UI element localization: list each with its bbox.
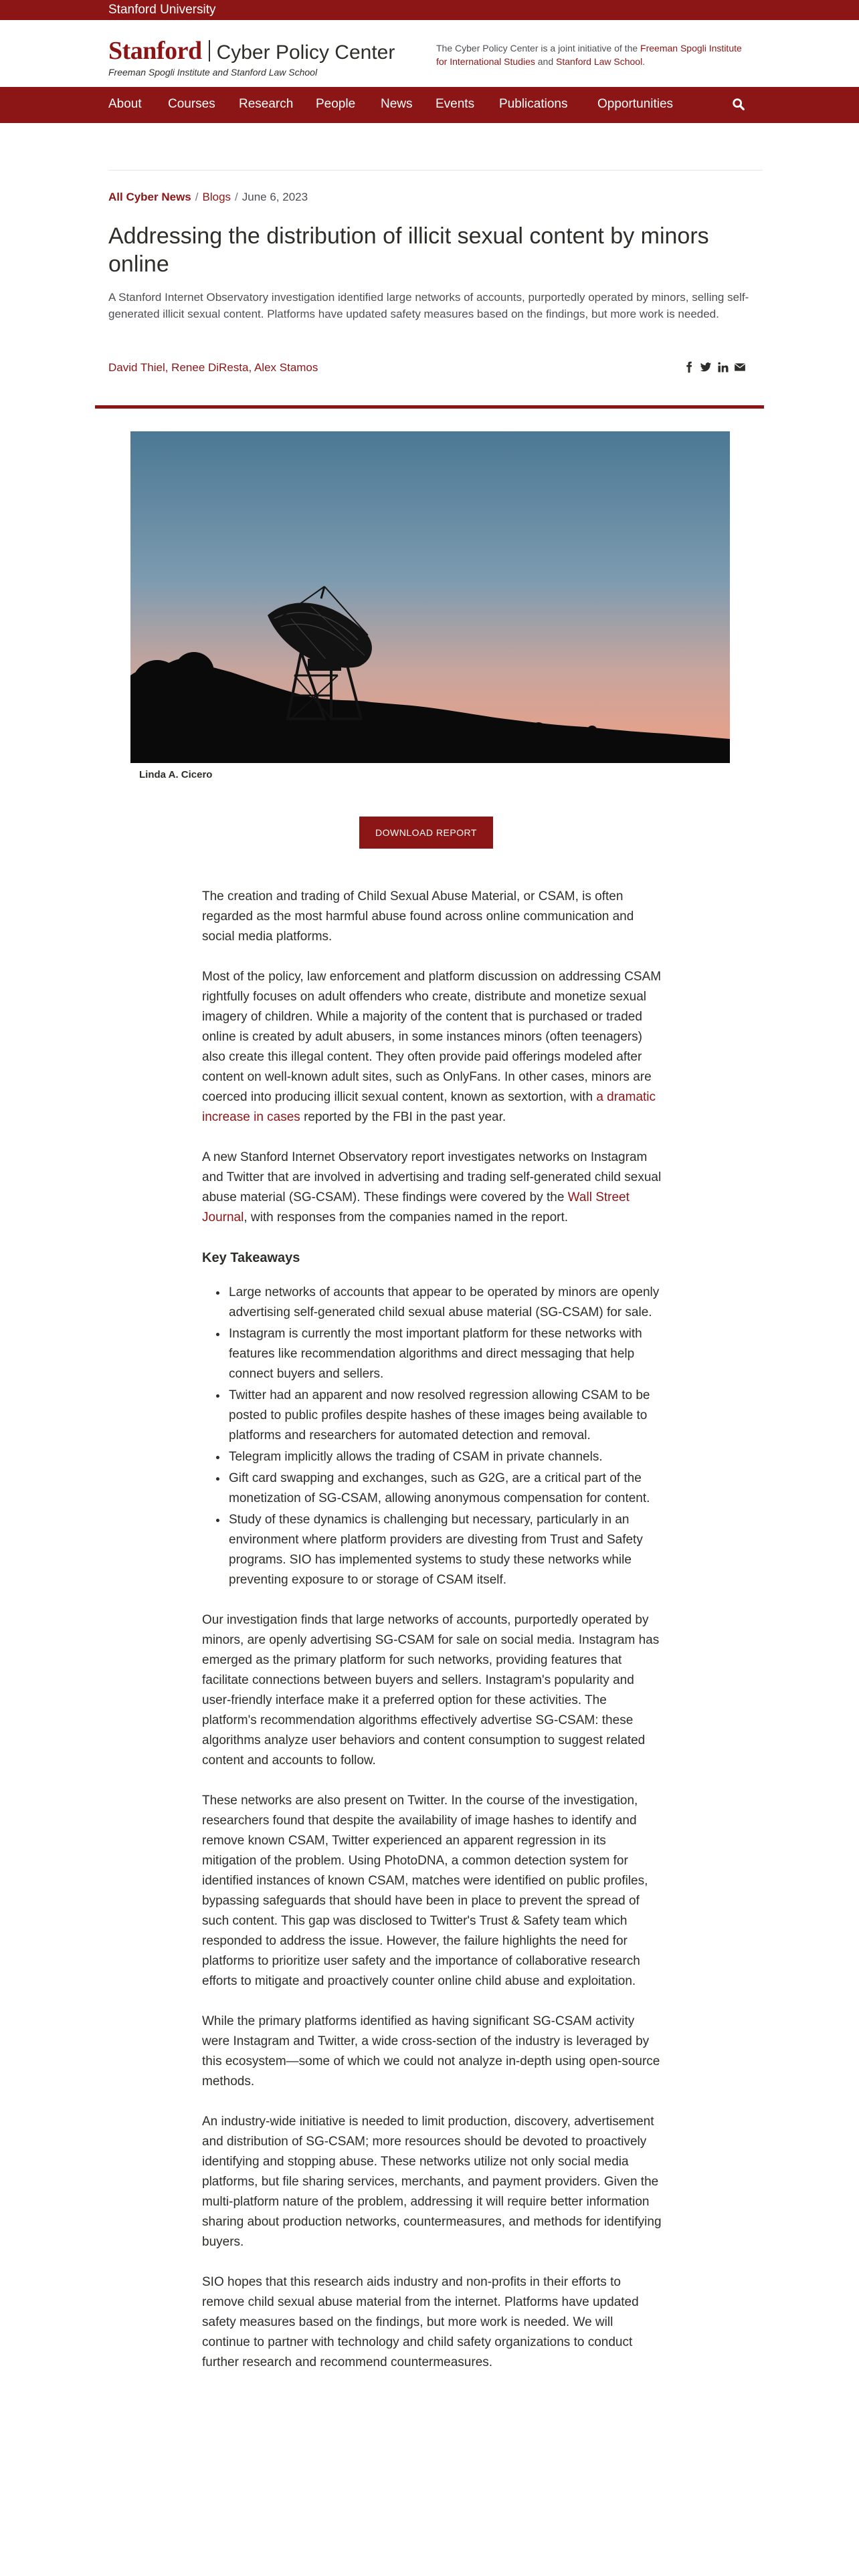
header-note-suffix: .	[642, 56, 646, 67]
nav-item-news[interactable]: News	[381, 97, 413, 111]
search-icon[interactable]	[731, 97, 746, 112]
paragraph: Our investigation finds that large networks of accounts, purportedly operated by minors, are openly advertising SG-CSAM for sale on social media. Instagram has emerged as the primary platform for such networks, providing features that facilitate connections between buyers and sellers. Instagram's popularity and user-friendly interface make it a preferred option for these activities. The platform's recommendation algorithms effectively advertise SG-CSAM: these algorithms analyze user behaviors and content consumption to suggest related content and accounts to follow.	[202, 1613, 660, 1767]
header-note	[436, 41, 744, 68]
publish-date: June 6, 2023	[242, 191, 308, 203]
logo-divider	[209, 40, 210, 62]
download-report-button[interactable]: DOWNLOAD REPORT	[359, 817, 493, 849]
linkedin-icon[interactable]	[717, 361, 729, 373]
paragraph-text: A new Stanford Internet Observatory report investigates networks on Instagram and Twitter that are involved in advertising and trading self-generated child sexual abuse material (SG-CSAM). These findings were covered by the	[202, 1150, 662, 1204]
nav-item-research[interactable]: Research	[239, 97, 294, 111]
list-item: • Gift card swapping and exchanges, such as G2G, are a critical part of the monetization of SG-CSAM, allowing anonymous compensation for content.	[227, 1469, 664, 1509]
stanford-university-link[interactable]: Stanford University	[108, 3, 216, 17]
paragraph: An industry-wide initiative is needed to limit production, discovery, advertisement and distribution of SG-CSAM; more resources should be devoted to proactively identifying and stopping abuse. These networks utilize not only social media platforms, but file sharing services, merchants, and payment providers. Given the multi-platform nature of the problem, addressing it will require better information sharing about production networks, countermeasures, and methods for identifying buyers.	[202, 2115, 662, 2249]
nav-item-publications[interactable]: Publications	[499, 97, 568, 111]
nav-item-events[interactable]: Events	[436, 97, 475, 111]
site-logo[interactable]	[108, 36, 395, 78]
header-note-text: The Cyber Policy Center is a joint initiative of the	[436, 43, 641, 53]
fbi-sextortion-link[interactable]: a dramatic increase in cases	[202, 1090, 656, 1124]
paragraph	[202, 967, 664, 1128]
wsj-link[interactable]: Wall Street Journal	[202, 1190, 630, 1224]
share-icons	[681, 361, 746, 377]
email-icon[interactable]	[734, 361, 746, 373]
breadcrumb-separator: /	[195, 191, 199, 203]
facebook-icon[interactable]	[683, 361, 695, 373]
list-item: • Study of these dynamics is challenging but necessary, particularly in an environment where platform providers are divesting from Trust and Safety programs. SIO has implemented systems to study these networks while preventing exposure to or storage of CSAM itself.	[227, 1510, 664, 1590]
breadcrumb	[108, 191, 308, 204]
paragraph-text: Most of the policy, law enforcement and platform discussion on addressing CSAM rightfully focuses on adult offenders who create, distribute and monetize sexual imagery of children. While a majority of the content that is purchased or traded online is created by adult abusers, in some instances minors (often teenagers) also create this illegal content. They often provide paid offerings modeled after content on well-known adult sites, such as OnlyFans. In other cases, minors are coerced into producing illicit sexual content, known as sextortion, with	[202, 970, 662, 1104]
breadcrumb-separator: /	[235, 191, 238, 203]
sls-link[interactable]: Stanford Law School	[556, 56, 643, 67]
article-dek: A Stanford Internet Observatory investigation identified large networks of accounts, purportedly operated by minors, selling self-generated illicit sexual content. Platforms have updated safety measures based on the findings, but more work is needed.	[108, 291, 749, 320]
article-body	[202, 887, 664, 2393]
list-item: • Twitter had an apparent and now resolved regression allowing CSAM to be posted to public profiles despite hashes of these images being available to platforms and researchers for automated detection and removal.	[227, 1386, 664, 1446]
logo-subtitle: Freeman Spogli Institute and Stanford Law School	[108, 67, 318, 78]
main-nav	[0, 87, 859, 123]
twitter-icon[interactable]	[700, 361, 712, 373]
nav-item-about[interactable]: About	[108, 97, 142, 111]
key-takeaways-list	[202, 1283, 664, 1590]
list-item: • Telegram implicitly allows the trading of CSAM in private channels.	[227, 1447, 664, 1467]
image-credit: Linda A. Cicero	[139, 769, 213, 780]
logo-wordmark: Stanford	[108, 37, 202, 65]
divider	[108, 170, 763, 171]
list-item: • Instagram is currently the most important platform for these networks with features like recommendation algorithms and direct messaging that help connect buyers and sellers.	[227, 1324, 664, 1384]
site-header	[0, 20, 859, 87]
header-note-and: and	[535, 56, 557, 67]
nav-item-courses[interactable]: Courses	[168, 97, 215, 111]
list-item: • Large networks of accounts that appear to be operated by minors are openly advertising self-generated child sexual abuse material (SG-CSAM) for sale.	[227, 1283, 664, 1323]
paragraph: While the primary platforms identified as having significant SG-CSAM activity were Instagram and Twitter, a wide cross-section of the industry is leveraged by this ecosystem—some of which we could not analyze in-depth using open-source methods.	[202, 2014, 660, 2088]
key-takeaways-heading: Key Takeaways	[202, 1251, 300, 1265]
page-title: Addressing the distribution of illicit sexual content by minors online	[108, 223, 709, 277]
author-links[interactable]: David Thiel, Renee DiResta, Alex Stamos	[108, 361, 318, 374]
header-divider	[95, 405, 764, 409]
logo-center-name: Cyber Policy Center	[216, 41, 395, 64]
fsi-link[interactable]: Freeman Spogli Institute for International Studies	[436, 43, 742, 67]
paragraph: These networks are also present on Twitter. In the course of the investigation, researchers found that despite the availability of image hashes to identify and remove known CSAM, Twitter experienced an apparent regression in its mitigation of the problem. Using PhotoDNA, a common detection system for identified instances of known CSAM, matches were identified on public profiles, bypassing safeguards that should have been in place to prevent the spread of such content. This gap was disclosed to Twitter's Trust & Safety team which responded to address the issue. However, the failure highlights the need for platforms to prioritize user safety and the importance of collaborative research efforts to mitigate and proactively counter online child abuse and exploitation.	[202, 1794, 648, 1988]
hero-image-radio-dish	[130, 431, 730, 763]
paragraph	[202, 1148, 664, 1228]
paragraph-text: , with responses from the companies named in the report.	[244, 1210, 569, 1224]
breadcrumb-blogs[interactable]: Blogs	[202, 191, 231, 203]
nav-item-opportunities[interactable]: Opportunities	[597, 97, 674, 111]
nav-item-people[interactable]: People	[316, 97, 356, 111]
paragraph: SIO hopes that this research aids industry and non-profits in their efforts to remove child sexual abuse material from the internet. Platforms have updated safety measures based on the findings, but more work is needed. We will continue to partner with technology and child safety organizations to conduct further research and recommend countermeasures.	[202, 2275, 639, 2369]
paragraph-text: reported by the FBI in the past year.	[300, 1110, 506, 1124]
breadcrumb-all-news[interactable]: All Cyber News	[108, 191, 191, 203]
paragraph: The creation and trading of Child Sexual Abuse Material, or CSAM, is often regarded as the most harmful abuse found across online communication and social media platforms.	[202, 889, 634, 944]
stanford-topbar	[0, 0, 859, 20]
